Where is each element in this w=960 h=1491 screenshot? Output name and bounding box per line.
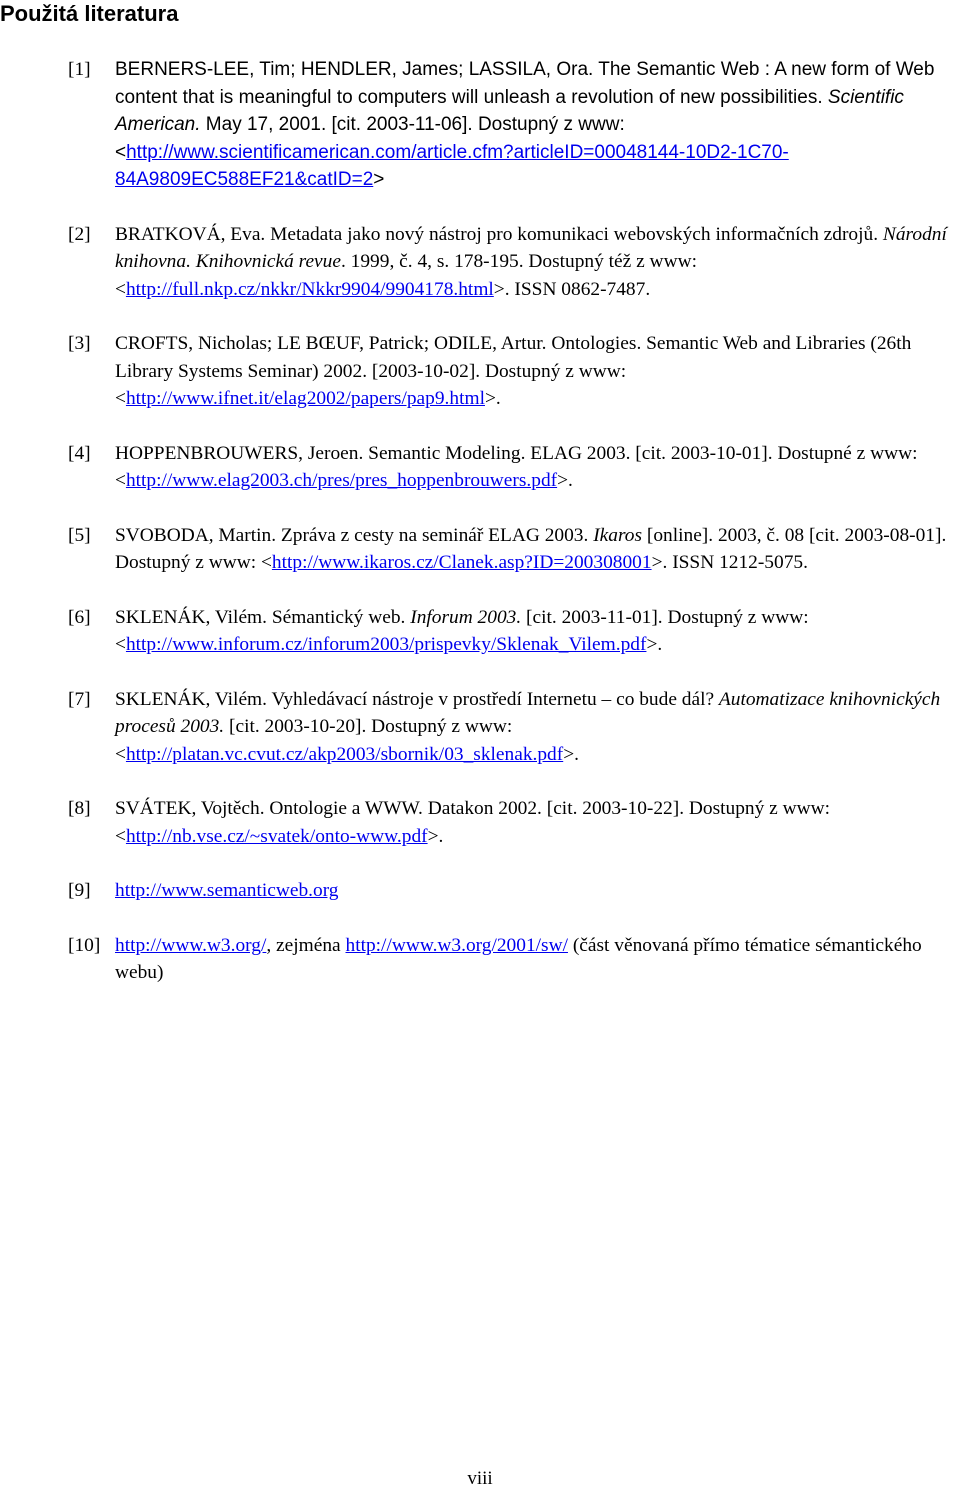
- reference-authors-title: SVÁTEK, Vojtěch. Ontologie a WWW. Datakon 2002. [cit. 2003-10-22]. Dostupný z www: <: [115, 798, 831, 847]
- reference-number: [5]: [68, 524, 91, 546]
- reference-text: [115, 522, 960, 577]
- reference-link[interactable]: http://www.semanticweb.org: [115, 880, 339, 901]
- reference-link[interactable]: http://www.elag2003.ch/pres/pres_hoppenbrouwers.pdf: [125, 470, 558, 491]
- reference-text: [115, 440, 960, 495]
- reference-link[interactable]: http://www.inforum.cz/inforum2003/prispevky/Sklenak_Vilem.pdf: [125, 634, 647, 655]
- reference-item: [68, 440, 960, 495]
- reference-text: [115, 686, 960, 769]
- reference-link[interactable]: http://nb.vse.cz/~svatek/onto-www.pdf: [125, 825, 428, 847]
- reference-number: [4]: [68, 442, 91, 464]
- reference-link[interactable]: http://www.ikaros.cz/Clanek.asp?ID=200308001: [271, 552, 652, 573]
- reference-suffix: >. ISSN 1212-5075.: [651, 552, 808, 573]
- reference-item: [68, 795, 960, 850]
- reference-suffix: (část věnovaná přímo tématice sémantického webu): [115, 934, 922, 983]
- reference-text: [115, 877, 960, 905]
- reference-authors-title: CROFTS, Nicholas; LE BŒUF, Patrick; ODILE, Artur. Ontologies. Semantic Web and Libraries (26th Library Systems Seminar) 2002. [2003-10-02]. Dostupný z www: <: [115, 333, 912, 409]
- reference-authors-title: SKLENÁK, Vilém. Sémantický web.: [115, 606, 411, 628]
- reference-link[interactable]: http://www.ifnet.it/elag2002/papers/pap9.html: [125, 388, 485, 409]
- reference-authors-title: SKLENÁK, Vilém. Vyhledávací nástroje v prostředí Internetu – co bude dál?: [115, 688, 719, 710]
- reference-item: [68, 56, 960, 194]
- reference-link[interactable]: http://www.scientificamerican.com/article.cfm?articleID=00048144-10D2-1C70-84A9809EC588EF21&catID=2: [115, 141, 789, 190]
- reference-item: [68, 932, 960, 987]
- reference-text: [115, 795, 960, 850]
- reference-suffix: >.: [427, 825, 444, 847]
- reference-details: May 17, 2001. [cit. 2003-11-06]. Dostupný z www: <: [115, 114, 625, 163]
- reference-number: [7]: [68, 688, 91, 710]
- reference-text: [115, 221, 960, 304]
- reference-authors-title: SVOBODA, Martin. Zpráva z cesty na seminář ELAG 2003.: [115, 524, 594, 546]
- reference-number: [2]: [68, 223, 91, 245]
- reference-text: [115, 932, 960, 987]
- reference-number: [8]: [68, 798, 91, 819]
- reference-text: [115, 330, 960, 413]
- page-number: viii: [467, 1468, 493, 1489]
- reference-details: , zejména: [266, 934, 346, 956]
- reference-suffix: >.: [646, 634, 663, 655]
- reference-source: Národní knihovna. Knihovnická revue: [115, 223, 947, 272]
- reference-link[interactable]: http://platan.vc.cvut.cz/akp2003/sbornik/03_sklenak.pdf: [125, 743, 564, 765]
- reference-text: [115, 56, 960, 194]
- reference-number: [9]: [68, 880, 91, 901]
- reference-details: [cit. 2003-10-20]. Dostupný z www: <: [115, 716, 513, 765]
- reference-item: [68, 221, 960, 304]
- reference-number: [1]: [68, 59, 91, 80]
- reference-item: [68, 877, 960, 905]
- reference-suffix: >.: [484, 388, 501, 409]
- reference-link[interactable]: http://full.nkp.cz/nkkr/Nkkr9904/9904178.html: [125, 278, 494, 300]
- reference-list: [68, 56, 960, 1014]
- reference-details: . 1999, č. 4, s. 178-195. Dostupný též z www: <: [115, 251, 697, 300]
- reference-source: Ikaros: [593, 524, 643, 546]
- reference-number: [6]: [68, 606, 91, 628]
- reference-number: [3]: [68, 333, 91, 354]
- page-title: Použitá literatura: [0, 1, 179, 26]
- reference-suffix: >. ISSN 0862-7487.: [493, 278, 651, 300]
- reference-item: [68, 330, 960, 413]
- reference-source: Scientific American.: [115, 86, 904, 135]
- reference-item: [68, 522, 960, 577]
- reference-text: [115, 604, 960, 659]
- reference-suffix: >.: [563, 743, 580, 765]
- reference-item: [68, 604, 960, 659]
- reference-source: Inforum 2003.: [410, 606, 522, 628]
- reference-link-secondary[interactable]: http://www.w3.org/2001/sw/: [345, 934, 568, 956]
- reference-number: [10]: [68, 934, 101, 956]
- reference-authors-title: BERNERS-LEE, Tim; HENDLER, James; LASSILA, Ora. The Semantic Web : A new form of Web content that is meaningful to computers will unleash a revolution of new possibilities.: [115, 59, 935, 108]
- reference-authors-title: BRATKOVÁ, Eva. Metadata jako nový nástroj pro komunikaci webovských informačních zdrojů.: [115, 223, 883, 245]
- reference-source: Automatizace knihovnických procesů 2003.: [115, 688, 941, 737]
- reference-details: [online]. 2003, č. 08 [cit. 2003-08-01]. Dostupný z www: <: [115, 524, 947, 573]
- reference-link[interactable]: http://www.w3.org/: [115, 934, 267, 956]
- reference-item: [68, 686, 960, 769]
- reference-details: [cit. 2003-11-01]. Dostupný z www: <: [115, 606, 809, 655]
- reference-suffix: >: [373, 169, 385, 190]
- reference-suffix: >.: [557, 470, 573, 491]
- reference-authors-title: HOPPENBROUWERS, Jeroen. Semantic Modeling. ELAG 2003. [cit. 2003-10-01]. Dostupné z www: <: [115, 442, 918, 491]
